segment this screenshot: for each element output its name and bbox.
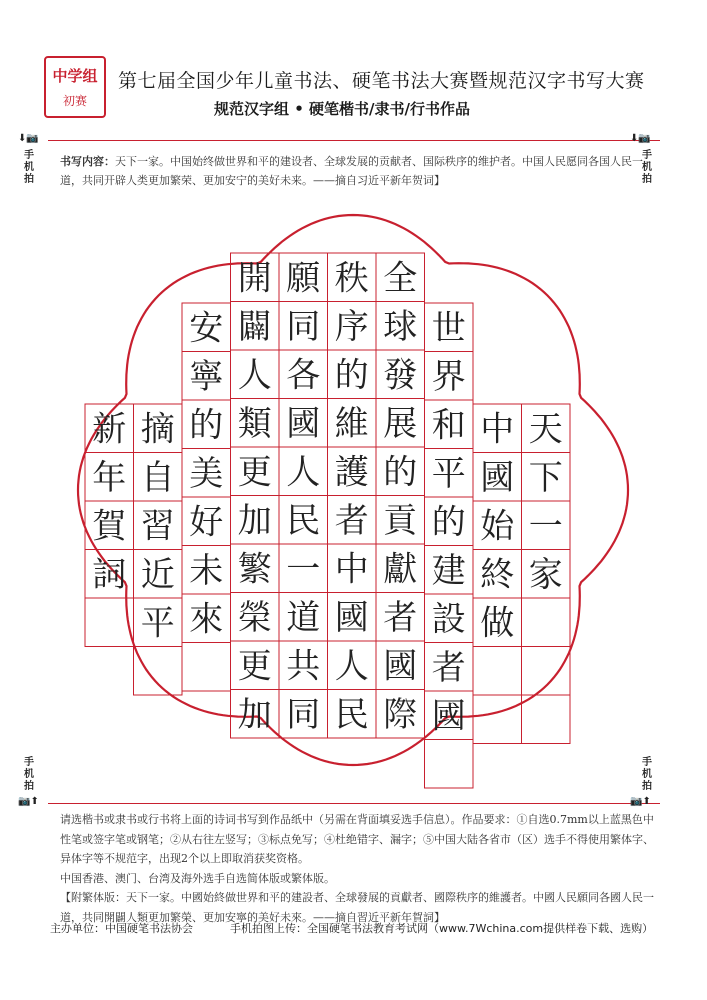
grid-character: 同 — [286, 306, 321, 347]
grid-character: 闢 — [237, 306, 272, 347]
grid-character: 寧 — [189, 356, 224, 397]
grid-character: 未 — [189, 550, 224, 591]
grid-character: 類 — [237, 403, 272, 444]
instructions-requirements: 请选楷书或隶书或行书将上面的诗词书写到作品纸中（另需在背面填妥选手信息）。作品要求：①自选0.7mm以上蓝黑色中性笔或签字笔或钢笔；②从右往左竖写；③标点免写；④杜绝错字、漏字；⑤中国大陆各省市（区）选手不得使用繁体字、异体字等不规范字，出现2个以上即取消获奖资格。 — [60, 813, 654, 865]
grid-character: 世 — [431, 308, 466, 349]
badge-group-label: 中学组 — [52, 67, 98, 85]
grid-character: 終 — [480, 554, 515, 595]
grid-character: 家 — [528, 554, 563, 595]
instructions-region-note: 中国香港、澳门、台湾及海外选手自选简体版或繁体版。 — [60, 871, 335, 885]
grid-character: 際 — [383, 694, 418, 735]
grid-character: 全 — [383, 258, 418, 299]
camera-down-icon-tr: ⬇📷 — [630, 133, 651, 144]
grid-character: 道 — [286, 597, 321, 638]
grid-character: 來 — [189, 599, 224, 640]
grid-character: 的 — [431, 502, 466, 543]
grid-character: 平 — [140, 603, 175, 644]
grid-character: 年 — [92, 457, 127, 498]
grid-character: 的 — [334, 355, 369, 396]
grid-character: 下 — [528, 457, 563, 498]
phone-label-tl: 手机拍 — [24, 150, 34, 185]
grid-character: 國 — [431, 696, 466, 737]
grid-character: 國 — [334, 597, 369, 638]
phone-label-tr: 手机拍 — [642, 150, 652, 185]
grid-character: 平 — [431, 453, 466, 494]
writing-content-text: 天下一家。中国始终做世界和平的建设者、全球发展的贡献者、国际秩序的维护者。中国人民愿同各国人民一道，共同开辟人类更加繁荣、更加安宁的美好未来。——摘自习近平新年贺词】 — [60, 155, 643, 187]
grid-character: 維 — [334, 403, 369, 444]
grid-character: 好 — [189, 502, 224, 543]
grid-character: 展 — [383, 403, 418, 444]
grid-character: 建 — [431, 550, 466, 591]
grid-character: 民 — [334, 694, 369, 735]
grid-character: 人 — [286, 452, 321, 493]
grid-character: 球 — [383, 306, 418, 347]
grid-character: 人 — [237, 355, 272, 396]
grid-character: 繁 — [237, 549, 272, 590]
grid-character: 發 — [383, 355, 418, 396]
grid-character: 民 — [286, 500, 321, 541]
instructions-traditional-version: 【附繁体版：天下一家。中國始終做世界和平的建設者、全球發展的貢獻者、國際秩序的維護者。中國人民願同各國人民一道，共同開闢人類更加繁榮、更加安寧的美好未來。——摘自習近平新年賀詞】 — [60, 891, 654, 924]
badge-round-label: 初赛 — [62, 94, 87, 108]
grid-character: 加 — [237, 694, 272, 735]
grid-cell — [522, 598, 571, 647]
grid-character: 貢 — [383, 500, 418, 541]
grid-character: 獻 — [383, 549, 418, 590]
grid-character: 開 — [237, 258, 272, 299]
grid-character: 設 — [431, 599, 466, 640]
grid-cell — [473, 647, 522, 696]
grid-cell — [134, 647, 183, 696]
grid-character: 更 — [237, 646, 272, 687]
camera-down-icon-tl: ⬇📷 — [18, 133, 39, 144]
grid-character: 共 — [286, 646, 321, 687]
grid-character: 做 — [480, 603, 515, 644]
grid-character: 習 — [140, 506, 175, 547]
grid-character: 摘 — [140, 409, 175, 450]
writing-content-label: 书写内容： — [60, 155, 115, 168]
grid-cell — [473, 695, 522, 744]
grid-character: 詞 — [92, 554, 127, 595]
grid-character: 更 — [237, 452, 272, 493]
grid-character: 秩 — [334, 258, 369, 299]
grid-character: 中 — [480, 409, 515, 450]
grid-cell — [182, 643, 231, 692]
grid-cell — [425, 740, 474, 789]
camera-up-icon-bl: 📷⬆ — [18, 796, 39, 807]
phone-label-br: 手机拍 — [642, 757, 652, 792]
footer-upload-link[interactable]: 手机拍图上传：全国硬笔书法教育考试网（www.7Wchina.com提供样卷下载、选购） — [230, 922, 654, 935]
grid-character: 護 — [334, 452, 369, 493]
grid-character: 自 — [140, 457, 175, 498]
grid-character: 人 — [334, 646, 369, 687]
grid-character: 美 — [189, 453, 224, 494]
grid-character: 者 — [334, 500, 369, 541]
camera-up-icon-br: 📷⬆ — [630, 796, 651, 807]
grid-character: 序 — [334, 306, 369, 347]
grid-character: 國 — [480, 457, 515, 498]
grid-character: 榮 — [237, 597, 272, 638]
grid-cell — [522, 647, 571, 696]
grid-character: 賀 — [92, 506, 127, 547]
instructions — [60, 810, 655, 927]
grid-character: 者 — [431, 647, 466, 688]
grid-character: 的 — [189, 405, 224, 446]
grid-cell — [522, 695, 571, 744]
grid-character: 天 — [528, 409, 563, 450]
page-title: 第七届全国少年儿童书法、硬笔书法大赛暨规范汉字书写大赛 — [118, 70, 645, 92]
grid-character: 始 — [480, 506, 515, 547]
grid-character: 近 — [140, 554, 175, 595]
grid-character: 各 — [286, 355, 321, 396]
grid-character: 國 — [383, 646, 418, 687]
grid-character: 者 — [383, 597, 418, 638]
grid-character: 一 — [528, 506, 563, 547]
grid-character: 新 — [92, 409, 127, 450]
grid-character: 安 — [189, 308, 224, 349]
grid-character: 的 — [383, 452, 418, 493]
grid-character: 界 — [431, 356, 466, 397]
grid-character: 同 — [286, 694, 321, 735]
grid-character: 願 — [286, 258, 321, 299]
grid-character: 一 — [286, 549, 321, 590]
grid-character: 中 — [334, 549, 369, 590]
grid-character: 國 — [286, 403, 321, 444]
grid-character: 加 — [237, 500, 272, 541]
page-subtitle: 规范汉字组 • 硬笔楷书/隶书/行书作品 — [214, 100, 470, 118]
phone-label-bl: 手机拍 — [24, 757, 34, 792]
footer-organizer: 主办单位：中国硬笔书法协会 — [50, 922, 193, 935]
grid-character: 和 — [431, 405, 466, 446]
